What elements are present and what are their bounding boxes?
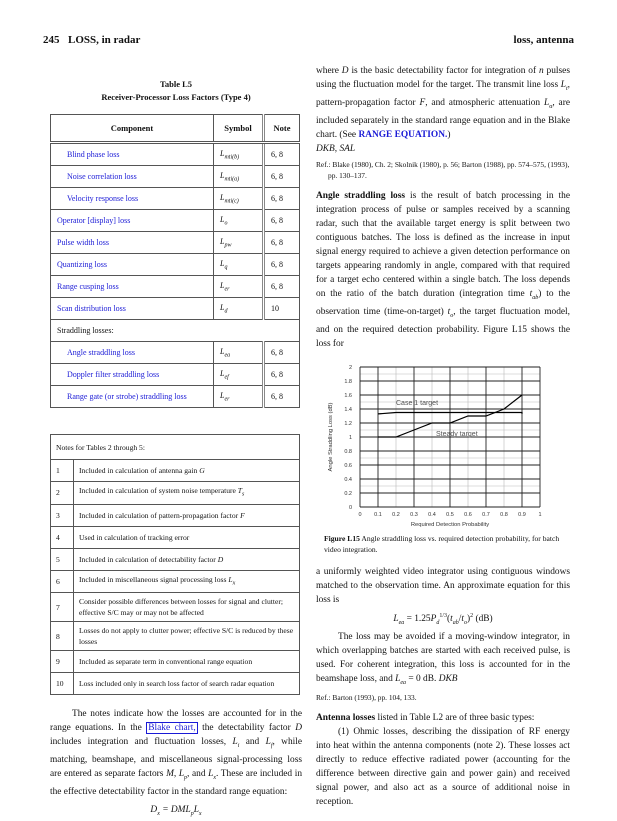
component-link[interactable]: Operator [display] loss (57, 216, 131, 225)
table-row (51, 342, 300, 364)
right-column (316, 64, 570, 809)
paragraph-notes-explanation: The notes indicate how the losses are accounted for in the range equations. In the Blake chart, the detectability factor D includes integration and fluctuation losses, $L_i$ and $L_f$, while matching, beamshape, and miscellaneous signal-processing loss are entered as separate factors M, $L_p$, and $L_x$. These are included in the effective detectability factor in the standard range equation: (50, 709, 303, 797)
svg-text:1.2: 1.2 (344, 420, 352, 427)
symbol-cell: $L_q$ (214, 254, 264, 276)
note-number: 1 (51, 460, 74, 482)
paragraph-ohmic-losses: (1) Ohmic losses, describing the dissipation of RF energy into heat within the antenna components (note 2). These losses act directly to reduce effective radiated power (accounting for the difference between directive gain and power gain) and received signal power, and also act as a source of additional noise in reception. (316, 727, 570, 808)
svg-text:0.3: 0.3 (410, 511, 418, 518)
table-row (51, 188, 300, 210)
row-group-label: Straddling losses: (51, 320, 300, 342)
y-axis-label: Angle Straddling Loss (dB) (328, 402, 334, 471)
table-row (51, 210, 300, 232)
symbol-cell: $L_{mti(a)}$ (214, 166, 264, 188)
note-row (51, 526, 300, 548)
left-column (50, 78, 302, 821)
component-link[interactable]: Blind phase loss (67, 150, 120, 159)
note-text: Included as separate term in conventional range equation (74, 651, 300, 673)
symbol-cell: $L_{ef}$ (214, 364, 264, 386)
svg-text:0.9: 0.9 (518, 511, 526, 518)
note-row (51, 548, 300, 570)
svg-text:0: 0 (348, 504, 352, 511)
note-row (51, 673, 300, 695)
page-number: 245 (43, 34, 60, 46)
note-row (51, 504, 300, 526)
table-row (51, 364, 300, 386)
note-text: Used in calculation of tracking error (74, 526, 300, 548)
note-number: 8 (51, 622, 74, 651)
equation-lea: $L_{ea} = 1.25P_d^{1/3}(t_{ab}/t_o)^2$ (dB) (393, 612, 493, 626)
note-row (51, 593, 300, 622)
component-link[interactable]: Scan distribution loss (57, 304, 126, 313)
component-link[interactable]: Noise correlation loss (67, 172, 137, 181)
note-cell: 6, 8 (264, 254, 300, 276)
table-row (51, 166, 300, 188)
component-link[interactable]: Pulse width loss (57, 238, 110, 247)
paragraph-angle-straddling: Angle straddling loss is the result of batch processing in the integration process of pulse or samples received by a scanning radar, such that the available target energy is split between two contiguous batches. The loss is defined as the increase in input signal energy required to achieve a given detection performance on targets appearing randomly in angle, compared with that required for a target echo centered within a single batch. The loss depends on the ratio of the batch duration (integration time $t_{ab}$) to the observation time (time-on-target) $t_o$, the target fluctuation model, and on the required detection probability. Figure L15 shows the loss for (316, 190, 570, 349)
symbol-cell: $L_{er}$ (214, 386, 264, 408)
paragraph-moving-window: The loss may be avoided if a moving-window integrator, in which overlapping batches are started with each received pulse, is used. For coherent integration, this loss is accounted for in the beamshape loss, and $L_{ea} = 0$ dB. DKB (316, 631, 570, 686)
note-cell: 6, 8 (264, 210, 300, 232)
table-row (51, 232, 300, 254)
svg-text:1: 1 (538, 511, 542, 518)
x-tick-labels (358, 512, 541, 518)
table-title: Table L5 (159, 79, 193, 89)
svg-text:2: 2 (348, 364, 352, 371)
note-cell: 6, 8 (264, 143, 300, 166)
table-subtitle: Receiver-Processor Loss Factors (Type 4) (101, 92, 251, 102)
note-number: 5 (51, 548, 74, 570)
table-row (51, 276, 300, 298)
note-row (51, 482, 300, 505)
note-cell: 6, 8 (264, 166, 300, 188)
loss-factors-table (50, 114, 300, 408)
note-cell: 10 (264, 298, 300, 320)
y-tick-labels (344, 365, 352, 511)
note-text: Consider possible differences between losses for signal and clutter; effective S/C may or may not be affected (74, 593, 300, 622)
symbol-cell: $L_d$ (214, 298, 264, 320)
note-cell: 6, 8 (264, 188, 300, 210)
note-number: 7 (51, 593, 74, 622)
svg-text:0.2: 0.2 (392, 511, 400, 518)
running-head: loss, antenna (513, 34, 574, 46)
reference-2: Ref.: Barton (1993), pp. 104, 133. (316, 693, 417, 703)
table-row (51, 143, 300, 166)
figure-l15-chart (316, 359, 570, 529)
symbol-cell: $L_{er}$ (214, 276, 264, 298)
note-cell: 6, 8 (264, 232, 300, 254)
symbol-cell: $L_o$ (214, 210, 264, 232)
svg-text:0.1: 0.1 (374, 511, 382, 518)
svg-text:0.8: 0.8 (500, 511, 508, 518)
figure-caption: Figure L15 Angle straddling loss vs. required detection probability, for batch video integration. (324, 533, 560, 554)
note-text: Included in miscellaneous signal processing loss $L_x$ (74, 570, 300, 593)
annotation-steady-target: Steady target (436, 430, 478, 438)
note-row (51, 651, 300, 673)
svg-text:1.8: 1.8 (344, 378, 352, 385)
svg-text:0.2: 0.2 (344, 490, 352, 497)
svg-text:0.4: 0.4 (428, 511, 436, 518)
range-equation-link[interactable]: RANGE EQUATION. (358, 129, 448, 140)
note-cell: 6, 8 (264, 386, 300, 408)
term-antenna-losses: Antenna losses (316, 713, 376, 724)
note-text: Loss included only in search loss factor of search radar equation (74, 673, 300, 695)
x-axis-label: Required Detection Probability (410, 521, 490, 528)
note-text: Losses do not apply to clutter power; effective S/C is reduced by these losses (74, 622, 300, 651)
column-header-component: Component (51, 115, 214, 143)
note-number: 4 (51, 526, 74, 548)
column-header-symbol: Symbol (214, 115, 264, 143)
blake-chart-link[interactable]: Blake chart, (148, 723, 196, 734)
equation-dx: $D_x = DML_pL_x$ (150, 804, 202, 817)
term-angle-straddling-loss: Angle straddling loss (316, 190, 406, 201)
note-number: 10 (51, 673, 74, 695)
note-cell: 6, 8 (264, 342, 300, 364)
note-row (51, 570, 300, 593)
svg-text:1.6: 1.6 (344, 392, 352, 399)
note-number: 9 (51, 651, 74, 673)
component-link[interactable]: Angle straddling loss (67, 348, 135, 357)
svg-text:0.7: 0.7 (482, 511, 490, 518)
svg-text:0.5: 0.5 (446, 511, 454, 518)
paragraph-antenna-losses: Antenna losses listed in Table L2 are of three basic types: (316, 713, 535, 724)
component-link[interactable]: Range gate (or strobe) straddling loss (67, 392, 187, 401)
note-number: 2 (51, 482, 74, 505)
notes-table (50, 434, 300, 695)
note-number: 6 (51, 570, 74, 593)
note-text: Included in calculation of detectability factor D (74, 548, 300, 570)
component-link[interactable]: Velocity response loss (67, 194, 139, 203)
note-number: 3 (51, 504, 74, 526)
note-text: Included in calculation of pattern-propagation factor F (74, 504, 300, 526)
note-text: Included in calculation of antenna gain G (74, 460, 300, 482)
symbol-cell: $L_{ea}$ (214, 342, 264, 364)
component-link[interactable]: Quantizing loss (57, 260, 107, 269)
note-row (51, 622, 300, 651)
table-row (51, 320, 300, 342)
component-link[interactable]: Range cusping loss (57, 282, 119, 291)
notes-heading: Notes for Tables 2 through 5: (51, 435, 300, 460)
symbol-cell: $L_{mti(b)}$ (214, 143, 264, 166)
symbol-cell: $L_{mti(c)}$ (214, 188, 264, 210)
paragraph-detectability: where D is the basic detectability factor for integration of n pulses using the fluctuation model for the target. The transmit line loss $L_t$, pattern-propagation factor F, and atmospheric attenuation $L_\alpha$, are included separately in the standard range equation and in the Blake chart. (See RANGE EQUATION.) DKB, SAL (316, 66, 570, 154)
note-row (51, 460, 300, 482)
svg-text:1: 1 (348, 434, 352, 441)
note-text: Included in calculation of system noise temperature $T_s$ (74, 482, 300, 505)
svg-text:0.6: 0.6 (464, 511, 472, 518)
paragraph-uniform-integrator: a uniformly weighted video integrator using contiguous windows matched to the observation time. An approximate equation for this loss is (316, 566, 570, 605)
svg-text:0.6: 0.6 (344, 462, 352, 469)
left-body-text (50, 707, 302, 817)
reference-1: Ref.: Blake (1980), Ch. 2; Skolnik (1980), p. 56; Barton (1988), pp. 574–575, (1993), pp. 130–137. (316, 159, 570, 180)
page-header (43, 34, 574, 50)
annotation-case1-target: Case 1 target (396, 399, 439, 407)
column-header-note: Note (264, 115, 300, 143)
component-link[interactable]: Doppler filter straddling loss (67, 370, 160, 379)
svg-text:1.4: 1.4 (344, 406, 352, 413)
angle-straddling-chart (316, 359, 570, 531)
svg-text:0.8: 0.8 (344, 448, 352, 455)
section-title: LOSS, in radar (68, 34, 141, 46)
svg-text:0.4: 0.4 (344, 476, 352, 483)
authors-1: DKB, SAL (316, 143, 356, 154)
table-caption (50, 78, 302, 104)
table-row (51, 298, 300, 320)
symbol-cell: $L_{pw}$ (214, 232, 264, 254)
svg-text:0: 0 (358, 511, 362, 518)
table-row (51, 386, 300, 408)
note-cell: 6, 8 (264, 364, 300, 386)
table-row (51, 254, 300, 276)
note-cell: 6, 8 (264, 276, 300, 298)
